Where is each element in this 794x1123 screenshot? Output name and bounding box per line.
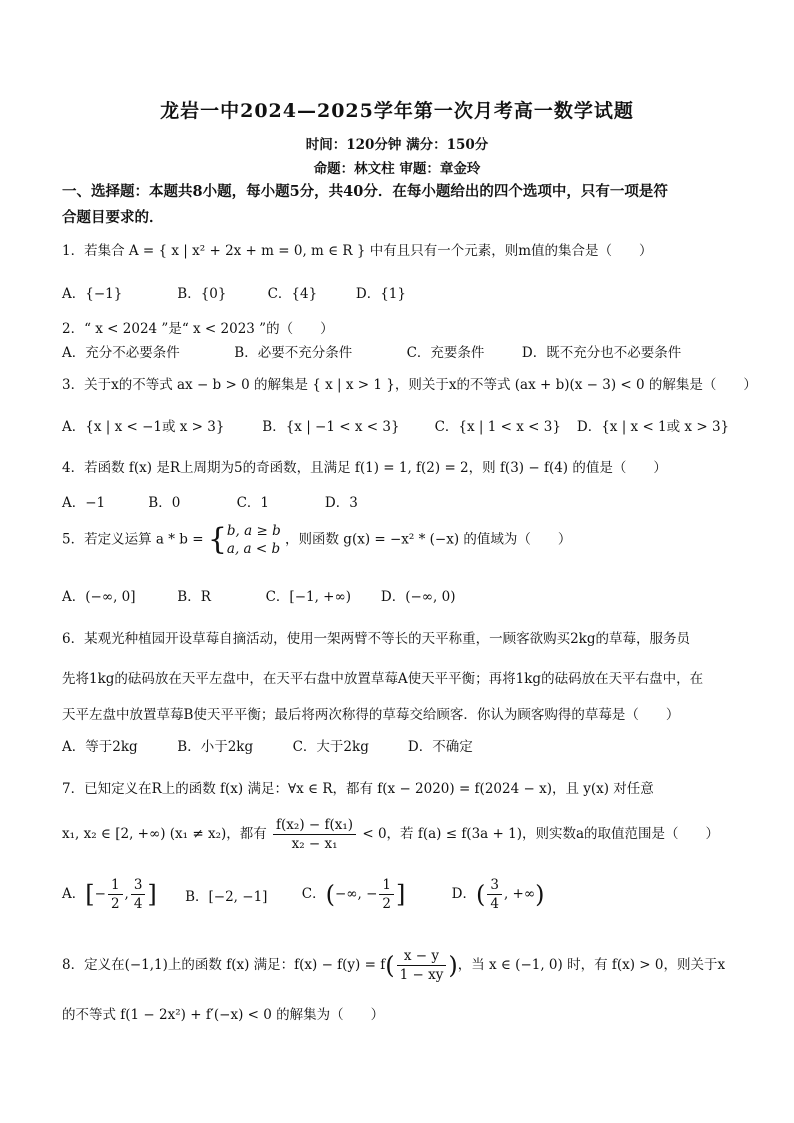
q5-piecewise (227, 522, 281, 558)
q7-option-a-label: A． (62, 886, 86, 902)
exam-title: 龙岩一中2024—2025学年第一次月考高一数学试题 (160, 100, 634, 122)
left-bracket-icon: ( (325, 880, 335, 909)
q7-line2-prefix: x₁, x₂ ∈ [2, +∞) (x₁ ≠ x₂)，都有 (62, 826, 267, 842)
q8-line1-prefix: 8．定义在(−1,1)上的函数 f(x) 满足：f(x) − f(y) = f (62, 957, 386, 973)
q7-option-c: C．(−∞, − $\frac{1}{2}$ ] (301, 877, 406, 912)
q5-case-1: b, a ≥ b (226, 523, 281, 539)
q7-d-den: 4 (490, 896, 499, 912)
q6-option-b: B．小于2kg (177, 739, 254, 755)
q8-line1-suffix: ，当 x ∈ (−1, 0) 时，有 f(x) > 0，则关于x (457, 957, 726, 973)
q3-option-d: D．{x | x < 1或 x > 3} (576, 419, 730, 435)
q2-option-a: A．充分不必要条件 (62, 345, 180, 361)
q5-option-b: B．R (177, 589, 211, 605)
q1-option-b: B．{0} (177, 286, 227, 302)
q7-option-b: B．[−2, −1] (185, 888, 268, 905)
q2-option-d: D．既不充分也不必要条件 (521, 345, 682, 361)
section-heading-line2: 合题目要求的． (62, 209, 164, 226)
question-5-options (62, 585, 742, 605)
q6-option-d: D．不确定 (407, 739, 473, 755)
q7-a-den-2: 4 (133, 896, 143, 912)
q7-option-d: D．( $\frac{3}{4}$ , +∞) (451, 877, 545, 912)
question-6-line-3: 天平左盘中放置草莓B使天平平衡；最后将两次称得的草莓交给顾客．你认为顾客购得的草莓是（ ） (62, 707, 680, 723)
question-2: 2．“ x < 2024 ”是“ x < 2023 ”的（ ） (62, 321, 334, 337)
q5-prefix: 5．若定义运算 a * b = (62, 531, 204, 548)
q5-suffix: ，则函数 g(x) = −x² * (−x) 的值域为（ ） (285, 531, 572, 548)
q6-option-c: C．大于2kg (292, 739, 369, 755)
right-bracket-icon: ] (147, 880, 157, 909)
question-5 (62, 522, 742, 558)
question-6-line-2: 先将1kg的砝码放在天平左盘中，在天平右盘中放置草莓A使天平平衡；再将1kg的砝码放在天平右盘中，在 (62, 671, 704, 687)
left-paren-icon: ( (385, 951, 395, 980)
question-1-options (62, 282, 742, 302)
q7-option-a-frac-1 (108, 876, 123, 913)
q7-c-den: 2 (382, 896, 391, 912)
q7-option-a: A．[− $\frac{1}{2}$ , $\frac{3}{4}$ ] (62, 877, 157, 912)
q1-option-d: D．{1} (355, 286, 406, 302)
q6-option-a: A．等于2kg (62, 739, 138, 755)
question-7-line-2 (62, 816, 742, 853)
q8-fraction (397, 947, 447, 984)
q3-option-a: A．{x | x < −1或 x > 3} (62, 419, 225, 435)
question-7-line-1: 7．已知定义在R上的函数 f(x) 满足：∀x ∈ R，都有 f(x − 2020) = f(2024 − x)，且 y(x) 对任意 (62, 781, 654, 797)
right-bracket-icon: ] (396, 880, 406, 909)
q7-d-num: 3 (487, 876, 502, 895)
q7-option-d-label: D． (451, 886, 476, 902)
exam-time-info: 时间：120分钟 满分：150分 (305, 137, 489, 153)
q7-option-c-frac (379, 876, 394, 913)
q7-a-den-1: 2 (110, 896, 120, 912)
q4-option-d: D．3 (324, 495, 358, 511)
right-paren-icon: ) (448, 951, 458, 980)
q4-option-a: A．−1 (62, 495, 106, 511)
q7-a-num-2: 3 (131, 876, 146, 895)
q7-difference-quotient (273, 816, 356, 853)
section-heading (62, 179, 732, 231)
q4-option-c: C．1 (236, 495, 270, 511)
q5-option-c: C．[−1, +∞) (265, 589, 351, 605)
question-3-options (62, 415, 742, 435)
q7-option-c-label: C． (301, 886, 326, 902)
q7-c-num: 1 (379, 876, 394, 895)
question-1: 1．若集合 A = { x | x² + 2x + m = 0, m ∈ R } 中有且只有一个元素，则m值的集合是（ ） (62, 243, 653, 259)
section-heading-line1: 一、选择题：本题共8小题，每小题5分，共40分．在每小题给出的四个选项中，只有一项是符 (62, 183, 668, 200)
q5-brace-icon: { (207, 522, 227, 557)
question-2-options (62, 341, 742, 361)
q1-option-c: C．{4} (267, 286, 318, 302)
q7-a-num-1: 1 (108, 876, 123, 895)
q3-option-b: B．{x | −1 < x < 3} (262, 419, 400, 435)
q3-option-c: C．{x | 1 < x < 3} (434, 419, 561, 435)
left-bracket-icon: [ (85, 880, 95, 909)
q1-option-a: A．{−1} (62, 286, 123, 302)
q7-option-d-frac (487, 876, 502, 913)
question-8-line-2: 的不等式 f(1 − 2x²) + f′(−x) < 0 的解集为（ ） (62, 1007, 385, 1023)
q7-frac-denominator: x₂ − x₁ (291, 836, 338, 852)
exam-authors: 命题：林文柱 审题：章金玲 (313, 161, 481, 177)
q2-option-b: B．必要不充分条件 (234, 345, 353, 361)
q2-option-c: C．充要条件 (406, 345, 485, 361)
q8-frac-denominator: 1 − xy (399, 967, 444, 983)
q5-option-a: A．(−∞, 0] (62, 589, 136, 605)
q5-option-d: D．(−∞, 0) (380, 589, 456, 605)
question-6-options (62, 735, 742, 755)
left-paren-icon: ( (476, 880, 486, 909)
question-8-line-1 (62, 947, 742, 984)
right-paren-icon: ) (535, 880, 545, 909)
q8-frac-numerator: x − y (397, 947, 447, 966)
q7-option-a-frac-2 (131, 876, 146, 913)
question-6-line-1: 6．某观光种植园开设草莓自摘活动，使用一架两臂不等长的天平称重，一顾客欲购买2kg的草莓，服务员 (62, 631, 690, 647)
question-3: 3．关于x的不等式 ax − b > 0 的解集是 { x | x > 1 }，则关于x的不等式 (ax + b)(x − 3) < 0 的解集是（ ） (62, 377, 757, 393)
question-4: 4．若函数 f(x) 是R上周期为5的奇函数，且满足 f(1) = 1, f(2) = 2，则 f(3) − f(4) 的值是（ ） (62, 460, 667, 476)
q4-option-b: B．0 (148, 495, 181, 511)
q5-case-2: a, a < b (226, 541, 281, 557)
question-4-options (62, 491, 742, 511)
question-7-options (62, 876, 742, 913)
q7-frac-numerator: f(x₂) − f(x₁) (273, 816, 356, 835)
q7-line2-suffix: < 0，若 f(a) ≤ f(3a + 1)，则实数a的取值范围是（ ） (362, 826, 720, 842)
